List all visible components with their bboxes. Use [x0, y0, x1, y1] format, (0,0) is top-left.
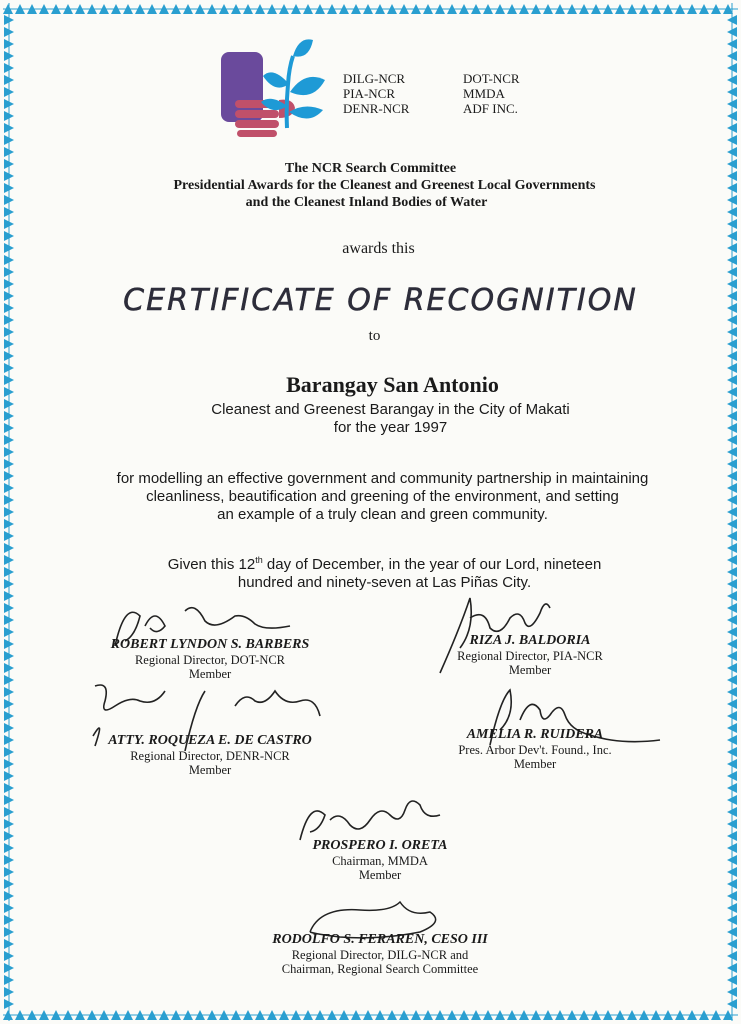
award-description	[0, 401, 741, 437]
signatory-role: Member	[513, 757, 557, 771]
award-line: Cleanest and Greenest Barangay in the City of Makati	[211, 401, 570, 418]
signatory-role: Member	[358, 868, 402, 882]
signatory-title: Regional Director, DENR-NCR	[130, 749, 290, 763]
agency-item: DOT-NCR	[463, 71, 520, 86]
certificate-title: CERTIFICATE OF RECOGNITION	[123, 283, 638, 318]
citation-line: for modelling an effective government and community partnership in maintaining	[116, 470, 649, 487]
signatory-ruidera	[405, 727, 665, 771]
signatory-title: Chairman, MMDA	[332, 854, 428, 868]
given-date-text	[0, 551, 741, 592]
signatory-title: Pres. Arbor Dev't. Found., Inc.	[458, 743, 612, 757]
signatory-barbers	[70, 637, 350, 681]
signatory-oreta	[250, 838, 510, 882]
recipient-name: Barangay San Antonio	[286, 372, 499, 397]
signatory-de-castro	[60, 733, 360, 777]
citation-line: an example of a truly clean and green community.	[217, 506, 548, 523]
signatory-role: Member	[188, 667, 232, 681]
signatory-name: RODOLFO S. FERAREN, CESO III	[272, 932, 488, 947]
signatory-name: RIZA J. BALDORIA	[469, 633, 591, 648]
agency-item: DENR-NCR	[343, 101, 410, 116]
agency-item: MMDA	[463, 86, 505, 101]
committee-line: The NCR Search Committee	[284, 161, 457, 176]
awards-logo	[213, 36, 335, 146]
given-line-2: hundred and ninety-seven at Las Piñas City.	[237, 574, 532, 591]
signatory-role: Member	[188, 763, 232, 777]
agency-list-right	[463, 71, 520, 116]
year-line: for the year 1997	[333, 419, 448, 436]
signatory-title: Regional Director, DILG-NCR and	[291, 948, 469, 962]
citation-text	[0, 470, 741, 524]
signatory-title: Regional Director, PIA-NCR	[457, 649, 603, 663]
agency-item: PIA-NCR	[343, 86, 396, 101]
to-text: to	[368, 328, 381, 344]
signatory-role: Chairman, Regional Search Committee	[281, 962, 479, 976]
signatory-name: ROBERT LYNDON S. BARBERS	[110, 637, 310, 652]
signatory-name: AMELIA R. RUIDERA	[466, 727, 604, 742]
awards-this-text: awards this	[342, 240, 415, 257]
committee-line: and the Cleanest Inland Bodies of Water	[245, 195, 488, 210]
committee-heading	[0, 160, 741, 211]
agency-item: ADF INC.	[463, 101, 518, 116]
signatory-name: ATTY. ROQUEZA E. DE CASTRO	[108, 733, 312, 748]
signatory-feraren	[220, 932, 540, 976]
signatory-title: Regional Director, DOT-NCR	[134, 653, 286, 667]
agency-list-left	[343, 71, 409, 116]
citation-line: cleanliness, beautification and greening of the environment, and setting	[146, 488, 619, 505]
signatory-name: PROSPERO I. ORETA	[312, 838, 448, 853]
committee-line: Presidential Awards for the Cleanest and Greenest Local Governments	[173, 178, 596, 193]
agency-item: DILG-NCR	[343, 71, 406, 86]
given-line-1: Given this 12th day of December, in the year of our Lord, nineteen	[167, 555, 602, 573]
signatory-role: Member	[508, 663, 552, 677]
signatory-baldoria	[400, 633, 660, 677]
